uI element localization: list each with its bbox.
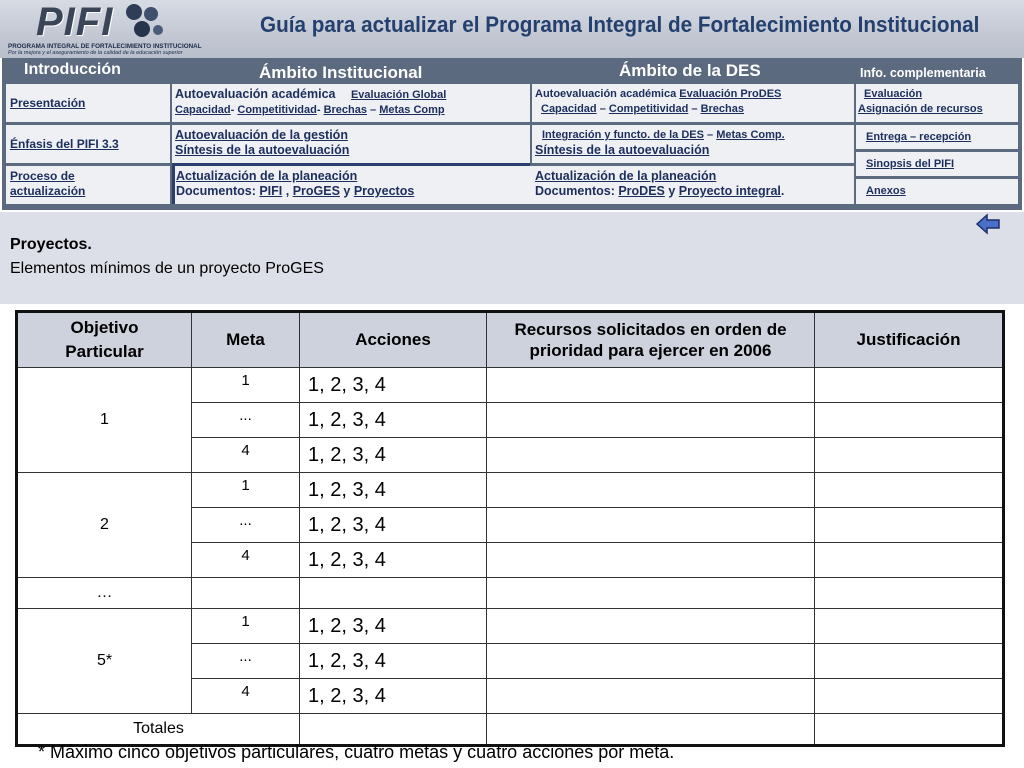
table-row-ellipsis (17, 578, 1004, 609)
justificacion-cell (815, 438, 1004, 473)
info-sinopsis-link[interactable]: Sinopsis del PIFI (866, 158, 955, 170)
acciones-cell: 1, 2, 3, 4 (300, 679, 487, 714)
acciones-cell: 1, 2, 3, 4 (300, 508, 487, 543)
table-row (17, 609, 1004, 644)
inst-proyectos-link[interactable]: Proyectos (353, 184, 415, 198)
inst-capacidad-line (175, 103, 530, 118)
justificacion-cell (815, 578, 1004, 609)
inst-capacidad-link[interactable]: Capacidad (175, 104, 231, 116)
table-row (17, 368, 1004, 403)
meta-cell: 4 (192, 679, 300, 714)
nav-cell-des-autoevaluacion (532, 84, 854, 122)
inst-metas-comp-link[interactable]: Metas Comp (379, 104, 445, 116)
meta-cell: ... (192, 644, 300, 679)
inst-documentos-label: Documentos: (176, 184, 260, 198)
meta-cell: 4 (192, 438, 300, 473)
des-metas-comp-link[interactable]: Metas Comp. (716, 129, 785, 141)
footnote: * Máximo cinco objetivos particulares, cuatro metas y cuatro acciones por meta. (38, 742, 675, 762)
page-header (0, 0, 1024, 58)
col-meta: Meta (192, 312, 300, 368)
nav-cell-des-integracion (532, 125, 854, 163)
page-title: Guía para actualizar el Programa Integral de Fortalecimiento Institucional (260, 12, 980, 37)
meta-cell: 1 (192, 368, 300, 403)
nav-header-info[interactable]: Info. complementaria (860, 66, 986, 80)
des-evaluacion-prodes-link[interactable]: Evaluación ProDES (679, 88, 782, 100)
table-row (17, 473, 1004, 508)
section-banner (0, 212, 1024, 304)
inst-documentos-line (176, 184, 533, 199)
recursos-cell (487, 438, 815, 473)
meta-cell (192, 578, 300, 609)
sep: - (316, 104, 324, 116)
recursos-cell (487, 679, 815, 714)
col-objetivo (17, 312, 192, 368)
nav-cell-inst-autoevaluacion (172, 84, 530, 122)
inst-proges-link[interactable]: ProGES (292, 184, 340, 198)
des-sintesis-link[interactable]: Síntesis de la autoevaluación (535, 143, 710, 157)
navigation-panel (2, 58, 1022, 210)
recursos-cell (487, 368, 815, 403)
acciones-cell (300, 714, 487, 746)
meta-cell: 1 (192, 609, 300, 644)
recursos-cell (487, 609, 815, 644)
logo-wordmark: PIFI (36, 0, 114, 44)
des-prodes-link[interactable]: ProDES (618, 184, 665, 198)
nav-cell-inst-gestion (172, 125, 530, 166)
totals-label: Totales (17, 714, 300, 746)
nav-header-intro[interactable]: Introducción (24, 61, 121, 78)
sep: – (688, 103, 701, 115)
des-capacidad-line (535, 102, 854, 117)
des-brechas-link[interactable]: Brechas (700, 103, 744, 115)
nav-cell-enfasis (6, 125, 170, 163)
sep: y (664, 184, 679, 198)
nav-header-des[interactable]: Ámbito de la DES (619, 61, 761, 80)
objective-cell: 2 (17, 473, 192, 578)
recursos-cell (487, 578, 815, 609)
des-autoeval-label: Autoevaluación académica (535, 88, 680, 100)
sep: - (230, 104, 238, 116)
recursos-cell (487, 508, 815, 543)
recursos-cell (487, 543, 815, 578)
back-arrow-icon[interactable] (975, 213, 1001, 235)
inst-pifi-link[interactable]: PIFI (259, 184, 283, 198)
table-row-totals (17, 714, 1004, 746)
justificacion-cell (815, 644, 1004, 679)
logo-tagline: Por la mejora y el aseguramiento de la calidad de la educación superior (8, 50, 183, 56)
sep: – (366, 104, 380, 116)
recursos-cell (487, 403, 815, 438)
info-asignacion-link[interactable]: Asignación de recursos (858, 103, 983, 115)
justificacion-cell (815, 543, 1004, 578)
nav-link-presentacion[interactable]: Presentación (10, 96, 86, 110)
des-actualizacion-link[interactable]: Actualización de la planeación (535, 169, 717, 183)
sep: – (703, 129, 717, 141)
nav-link-proceso-line1: Proceso de (10, 169, 75, 183)
acciones-cell: 1, 2, 3, 4 (300, 644, 487, 679)
nav-cell-presentacion (6, 84, 170, 122)
col-acciones: Acciones (300, 312, 487, 368)
des-capacidad-link[interactable]: Capacidad (541, 103, 597, 115)
projects-table (15, 310, 1005, 747)
recursos-cell (487, 644, 815, 679)
meta-cell: 4 (192, 543, 300, 578)
info-entrega-link[interactable]: Entrega – recepción (866, 131, 972, 143)
nav-cell-inst-planeacion (172, 166, 533, 204)
justificacion-cell (815, 473, 1004, 508)
info-anexos-link[interactable]: Anexos (866, 185, 906, 197)
justificacion-cell (815, 679, 1004, 714)
inst-autoeval-gestion-link[interactable]: Autoevaluación de la gestión (175, 128, 348, 142)
justificacion-cell (815, 508, 1004, 543)
justificacion-cell (815, 714, 1004, 746)
logo-dots-icon (120, 2, 166, 42)
acciones-cell: 1, 2, 3, 4 (300, 368, 487, 403)
recursos-cell (487, 473, 815, 508)
inst-actualizacion-link[interactable]: Actualización de la planeación (176, 169, 358, 183)
recursos-cell (487, 714, 815, 746)
objective-cell: 1 (17, 368, 192, 473)
des-documentos-line (535, 184, 854, 199)
acciones-cell (300, 578, 487, 609)
objective-cell: 5* (17, 609, 192, 714)
meta-cell: ... (192, 403, 300, 438)
nav-cell-info-entrega (856, 125, 1018, 149)
meta-cell: 1 (192, 473, 300, 508)
nav-cell-info-anexos (856, 179, 1018, 204)
inst-autoeval-label: Autoevaluación académica (175, 87, 336, 101)
nav-cell-info-evaluacion (856, 84, 1018, 122)
table-header-row (17, 312, 1004, 368)
nav-cell-des-planeacion (532, 166, 854, 204)
col-justificacion: Justificación (815, 312, 1004, 368)
col-recursos: Recursos solicitados en orden de prioridad para ejercer en 2006 (487, 312, 815, 368)
pifi-logo (2, 0, 202, 58)
sep: – (596, 103, 609, 115)
des-integracion-line (535, 128, 854, 143)
col-objetivo-line1: Objetivo (70, 318, 139, 337)
nav-cell-info-sinopsis (856, 152, 1018, 176)
sep: y (339, 184, 354, 198)
logo-subtitle: PROGRAMA INTEGRAL DE FORTALECIMIENTO INSTITUCIONAL (8, 43, 202, 50)
justificacion-cell (815, 368, 1004, 403)
acciones-cell: 1, 2, 3, 4 (300, 438, 487, 473)
inst-competitividad-link[interactable]: Competitividad (237, 104, 317, 116)
acciones-cell: 1, 2, 3, 4 (300, 473, 487, 508)
acciones-cell: 1, 2, 3, 4 (300, 543, 487, 578)
nav-link-proceso-line2: actualización (10, 184, 86, 198)
des-autoeval-line (535, 87, 854, 102)
justificacion-cell (815, 609, 1004, 644)
objective-ellipsis-cell: … (17, 578, 192, 609)
nav-cell-proceso (6, 166, 170, 204)
inst-evaluacion-global-link[interactable]: Evaluación Global (350, 89, 447, 101)
col-objetivo-line2: Particular (65, 342, 144, 361)
acciones-cell: 1, 2, 3, 4 (300, 609, 487, 644)
meta-cell: ... (192, 508, 300, 543)
nav-link-proceso[interactable] (6, 166, 170, 199)
justificacion-cell (815, 403, 1004, 438)
des-documentos-label: Documentos: (535, 184, 619, 198)
sep: . (780, 184, 785, 198)
nav-link-enfasis[interactable]: Énfasis del PIFI 3.3 (10, 137, 119, 151)
acciones-cell: 1, 2, 3, 4 (300, 403, 487, 438)
des-competitividad-link[interactable]: Competitividad (608, 103, 689, 115)
inst-sintesis-link[interactable]: Síntesis de la autoevaluación (175, 143, 350, 157)
section-subtitle: Elementos mínimos de un proyecto ProGES (10, 260, 324, 277)
inst-brechas-link[interactable]: Brechas (323, 104, 367, 116)
des-integracion-link[interactable]: Integración y functo. de la DES (542, 129, 704, 141)
sep: , (282, 184, 293, 198)
des-proyecto-integral-link[interactable]: Proyecto integral (678, 184, 781, 198)
info-evaluacion-link[interactable]: Evaluación (864, 88, 923, 100)
inst-autoeval-line (175, 87, 530, 103)
nav-header-institucional[interactable]: Ámbito Institucional (259, 63, 423, 82)
section-title: Proyectos. (10, 236, 92, 253)
